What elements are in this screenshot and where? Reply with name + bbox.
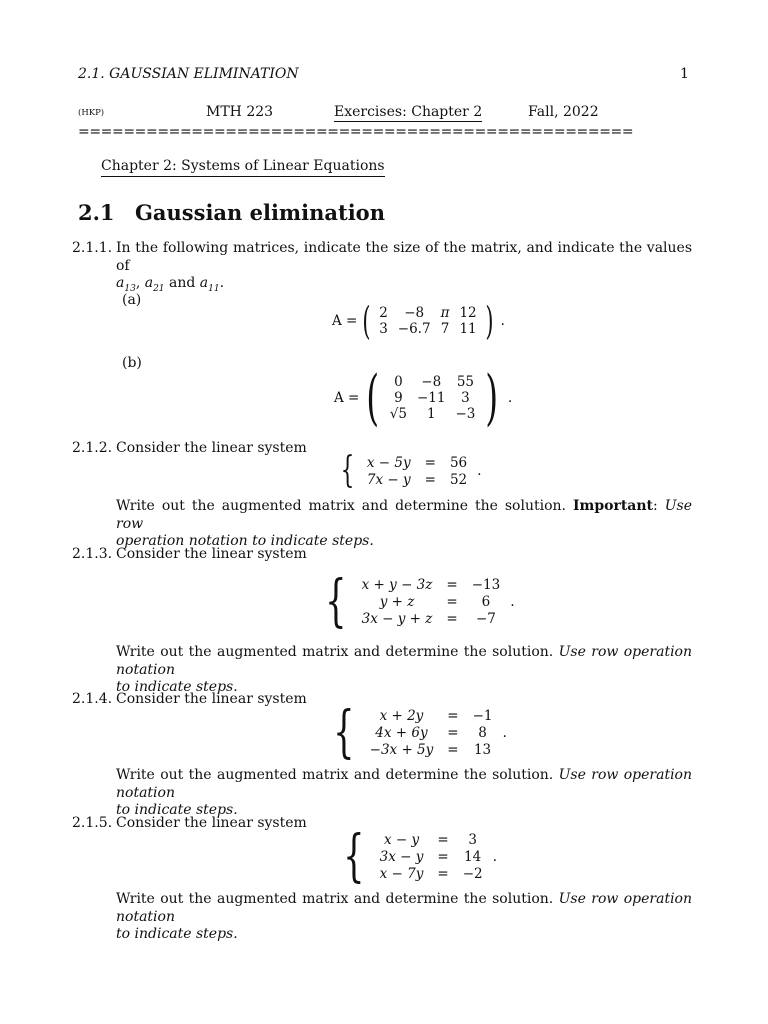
system-table <box>361 454 473 488</box>
system-table <box>374 832 489 883</box>
equation-rhs: −13 <box>471 577 501 593</box>
matrix-entry: −8 <box>421 374 442 390</box>
entry-a11: $a_{11}$ <box>199 275 220 294</box>
matrix-entry: 3 <box>379 321 388 337</box>
equation-lhs: x + 2y <box>379 708 424 724</box>
problem-number: 2.1.1. <box>72 240 113 256</box>
left-brace: { <box>340 450 355 491</box>
equation-equals: = <box>447 742 459 758</box>
matrix-entry: 0 <box>394 374 403 390</box>
equation-equals: = <box>437 866 449 882</box>
instruction-emphasis: Use row operation notation <box>116 644 693 678</box>
left-paren: ( <box>366 363 380 433</box>
equation-lhs: x − 7y <box>379 866 424 882</box>
instruction-text: Write out the augmented matrix and determine the solution. <box>116 891 554 907</box>
problem-instructions <box>116 767 692 820</box>
matrix-label: A = <box>332 313 358 329</box>
equation-row <box>374 832 489 849</box>
equation-rhs: −7 <box>475 611 496 627</box>
linear-system: { x − y = 3 3x − y = 14 x − 7y = −2 . <box>343 824 498 889</box>
right-paren: ) <box>484 299 494 343</box>
equation-equals: = <box>424 471 436 488</box>
instruction-emphasis: Use row <box>116 498 693 532</box>
page-number: 1 <box>680 66 689 82</box>
problem-instructions <box>116 891 692 944</box>
left-brace: { <box>325 569 347 634</box>
matrix-a-table <box>374 305 481 337</box>
matrix-a: A = ( 2 −8 π 12 3 −6.7 7 11 ) . <box>332 299 505 343</box>
instruction-emphasis: Use row operation notation <box>116 891 693 925</box>
matrix-entry: 9 <box>394 390 403 406</box>
problem-number: 2.1.2. <box>72 440 113 456</box>
section-heading <box>78 200 385 225</box>
matrix-entry: π <box>440 305 450 321</box>
matrix-label: A = <box>334 390 360 406</box>
matrix-b-table <box>385 374 481 422</box>
equation-row <box>374 866 489 883</box>
matrix-row <box>374 321 481 337</box>
equation-row <box>356 594 507 611</box>
equation-lhs: 4x + 6y <box>375 725 428 741</box>
left-paren: ( <box>362 299 371 343</box>
matrix-entry: 11 <box>459 321 477 337</box>
equation-rhs: −1 <box>472 708 493 724</box>
problem-intro: Consider the linear system <box>116 691 307 707</box>
linear-system: { x − 5y = 56 7x − y = 52 . <box>340 450 482 491</box>
header-course: MTH 223 <box>206 104 274 120</box>
instruction-text: Write out the augmented matrix and determine the solution. <box>116 498 566 514</box>
equation-rhs: 52 <box>449 471 468 488</box>
header-institution: (HKP) <box>78 108 105 118</box>
equation-row <box>356 611 507 628</box>
equation-rhs: 3 <box>468 832 477 848</box>
entry-a13: $a_{13}$ <box>116 275 136 294</box>
equation-row <box>361 471 473 488</box>
matrix-entry: −8 <box>404 305 425 321</box>
equation-rhs: −2 <box>462 866 483 882</box>
header-title: Exercises: Chapter 2 <box>334 104 483 120</box>
matrix-entry: −11 <box>416 390 446 406</box>
matrix-entry: −6.7 <box>397 321 431 337</box>
equation-equals: = <box>446 577 458 593</box>
equation-row <box>361 454 473 471</box>
equation-lhs: 3x − y + z <box>361 611 433 627</box>
header-rule: ================================================= <box>78 124 634 140</box>
section-title: Gaussian elimination <box>135 200 385 225</box>
equation-equals: = <box>424 454 436 471</box>
equation-equals: = <box>437 849 449 865</box>
matrix-entry: 2 <box>379 305 388 321</box>
problem-number: 2.1.3. <box>72 546 113 562</box>
equation-lhs: −3x + 5y <box>369 742 434 758</box>
problem-text: In the following matrices, indicate the size of the matrix, and indicate the values of $a_{13}$, $a_{21}$ and $a_{11}$. <box>116 240 692 294</box>
equation-equals: = <box>447 725 459 741</box>
matrix-row <box>385 374 481 390</box>
equation-rhs: 13 <box>473 742 492 758</box>
equation-lhs: x + y − 3z <box>361 577 433 593</box>
problem-text-line: In the following matrices, indicate the size of the matrix, and indicate the values of <box>116 240 692 274</box>
equation-lhs: x − 5y <box>366 454 411 471</box>
equation-rhs: 8 <box>478 725 487 741</box>
equation-row <box>356 577 507 594</box>
instruction-emphasis: to indicate steps. <box>116 926 238 942</box>
subpart-label: (a) <box>122 292 142 308</box>
matrix-entry: 3 <box>461 390 470 406</box>
equation-row <box>364 742 499 759</box>
equation-lhs: y + z <box>379 594 415 610</box>
instruction-emphasis: to indicate steps. <box>116 679 238 695</box>
running-head-section: 2.1. GAUSSIAN ELIMINATION <box>78 66 299 82</box>
problem-number: 2.1.4. <box>72 691 113 707</box>
equation-equals: = <box>447 708 459 724</box>
right-paren: ) <box>485 363 499 433</box>
equation-rhs: 56 <box>449 454 468 471</box>
entry-a21: $a_{21}$ <box>144 275 165 294</box>
matrix-entry: √5 <box>389 406 407 422</box>
subpart-label: (b) <box>122 355 142 371</box>
instruction-text: Write out the augmented matrix and determine the solution. <box>116 767 554 783</box>
matrix-entry: 12 <box>459 305 477 321</box>
problem-intro: Consider the linear system <box>116 815 307 831</box>
problem-number: 2.1.5. <box>72 815 113 831</box>
problem-instructions <box>116 644 692 697</box>
linear-system: { x + y − 3z = −13 y + z = 6 3x − y + z = −7 . <box>325 569 515 634</box>
matrix-entry: 7 <box>440 321 450 337</box>
left-brace: { <box>343 824 365 889</box>
left-brace: { <box>333 700 355 765</box>
equation-equals: = <box>437 832 449 848</box>
matrix-entry: 1 <box>426 406 436 422</box>
equation-lhs: 3x − y <box>379 849 424 865</box>
problem-intro: Consider the linear system <box>116 546 307 562</box>
matrix-entry: 55 <box>456 374 475 390</box>
matrix-entry: −3 <box>455 406 476 422</box>
instruction-emphasis: to indicate steps. <box>116 802 238 818</box>
equation-rhs: 14 <box>464 849 482 865</box>
instruction-emphasis: operation notation to indicate steps. <box>116 533 374 549</box>
equation-row <box>364 725 499 742</box>
problem-intro: Consider the linear system <box>116 440 307 456</box>
header-term: Fall, 2022 <box>528 104 599 120</box>
equation-equals: = <box>446 594 458 610</box>
linear-system: { x + 2y = −1 4x + 6y = 8 −3x + 5y = 13 . <box>333 700 507 765</box>
equation-lhs: x − y <box>383 832 420 848</box>
system-table <box>364 708 499 759</box>
system-table <box>356 577 507 628</box>
instruction-emphasis: Use row operation notation <box>116 767 693 801</box>
important-label: Important <box>572 498 654 514</box>
equation-lhs: 7x − y <box>366 471 411 488</box>
equation-equals: = <box>446 611 458 627</box>
equation-row <box>374 849 489 866</box>
section-number: 2.1 <box>78 200 115 225</box>
problem-instructions: Write out the augmented matrix and determine the solution. Important: Use row operation notation to indicate steps. <box>116 498 693 549</box>
equation-rhs: 6 <box>481 594 491 610</box>
matrix-row <box>385 390 481 406</box>
and-word: and <box>168 275 196 291</box>
matrix-row <box>374 305 481 321</box>
chapter-title: Chapter 2: Systems of Linear Equations <box>101 158 385 177</box>
matrix-b: A = ( 0 −8 55 9 −11 3 √5 1 −3 ) . <box>334 363 513 433</box>
equation-row <box>364 708 499 725</box>
instruction-text: Write out the augmented matrix and determine the solution. <box>116 644 554 660</box>
matrix-row <box>385 406 481 422</box>
